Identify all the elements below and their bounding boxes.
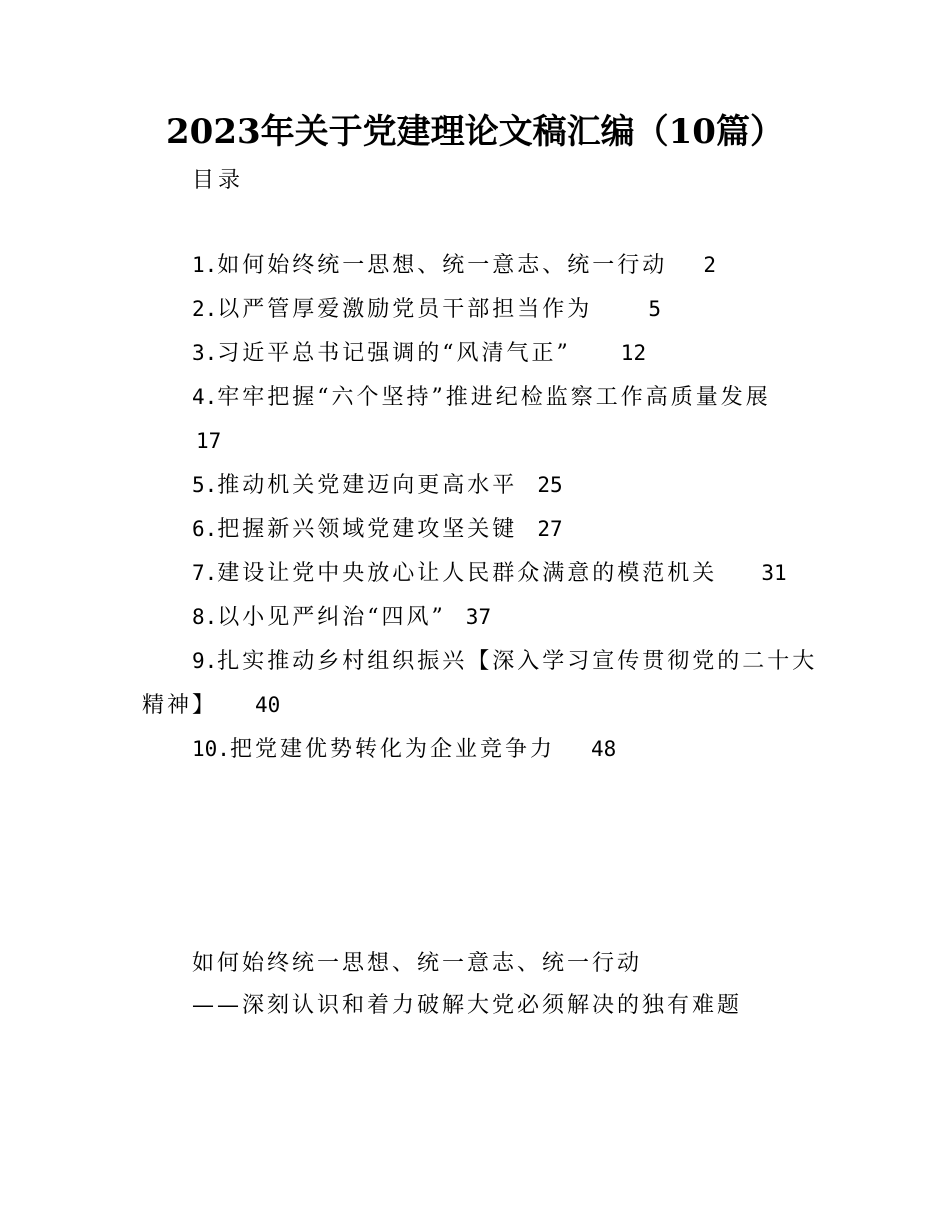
- toc-item-number: 1.: [192, 253, 218, 277]
- toc-item-number: 4.: [192, 385, 218, 409]
- toc-item-text-continued: 精神】: [142, 693, 218, 718]
- toc-item-number: 8.: [192, 605, 218, 629]
- toc-item-text: 如何始终统一思想、统一意志、统一行动: [217, 253, 668, 278]
- toc-item-3[interactable]: [192, 338, 646, 369]
- article-title: 如何始终统一思想、统一意志、统一行动: [192, 951, 643, 976]
- toc-item-text: 建设让党中央放心让人民群众满意的模范机关: [217, 561, 718, 586]
- toc-item-text: 扎实推动乡村组织振兴【深入学习宣传贯彻党的二十大: [217, 649, 818, 674]
- toc-item-page: 5: [648, 297, 661, 321]
- toc-item-9[interactable]: [192, 646, 817, 677]
- toc-item-9-continuation: [142, 690, 280, 721]
- toc-item-text: 以小见严纠治“四风”: [217, 605, 446, 630]
- toc-item-page: 12: [620, 341, 647, 365]
- toc-item-text: 推动机关党建迈向更高水平: [217, 473, 518, 498]
- toc-item-page: 37: [465, 605, 492, 629]
- toc-item-6[interactable]: [192, 514, 563, 545]
- toc-item-page: 40: [255, 693, 281, 717]
- toc-item-text: 把党建优势转化为企业竞争力: [229, 737, 555, 762]
- toc-item-page: 17: [196, 429, 222, 453]
- toc-item-number: 2.: [192, 297, 218, 321]
- toc-item-5[interactable]: [192, 470, 563, 501]
- toc-item-text: 把握新兴领域党建攻坚关键: [217, 517, 518, 542]
- toc-item-7[interactable]: [192, 558, 787, 589]
- toc-item-page: 27: [537, 517, 563, 541]
- toc-item-text: 习近平总书记强调的“风清气正”: [217, 341, 571, 366]
- document-title: 2023年关于党建理论文稿汇编（10篇）: [166, 112, 784, 152]
- toc-item-number: 9.: [192, 649, 218, 673]
- toc-item-text: 以严管厚爱激励党员干部担当作为: [217, 297, 593, 322]
- article-subtitle: ——深刻认识和着力破解大党必须解决的独有难题: [192, 993, 743, 1018]
- toc-item-1[interactable]: [192, 250, 716, 281]
- toc-item-8[interactable]: [192, 602, 491, 633]
- toc-item-4[interactable]: [192, 382, 771, 413]
- toc-heading: 目录: [192, 168, 245, 193]
- toc-item-text: 牢牢把握“六个坚持”推进纪检监察工作高质量发展: [217, 385, 771, 410]
- toc-item-page: 25: [537, 473, 563, 497]
- toc-item-number: 3.: [192, 341, 218, 365]
- toc-item-page: 48: [590, 737, 617, 761]
- toc-item-page: 2: [703, 253, 716, 277]
- toc-item-number: 7.: [192, 561, 218, 585]
- toc-item-number: 6.: [192, 517, 218, 541]
- toc-item-number: 5.: [192, 473, 218, 497]
- toc-item-4-page-line: [196, 426, 221, 457]
- toc-item-page: 31: [761, 561, 787, 585]
- toc-item-number: 10.: [192, 737, 230, 761]
- toc-item-2[interactable]: [192, 294, 661, 325]
- toc-item-10[interactable]: [192, 734, 616, 765]
